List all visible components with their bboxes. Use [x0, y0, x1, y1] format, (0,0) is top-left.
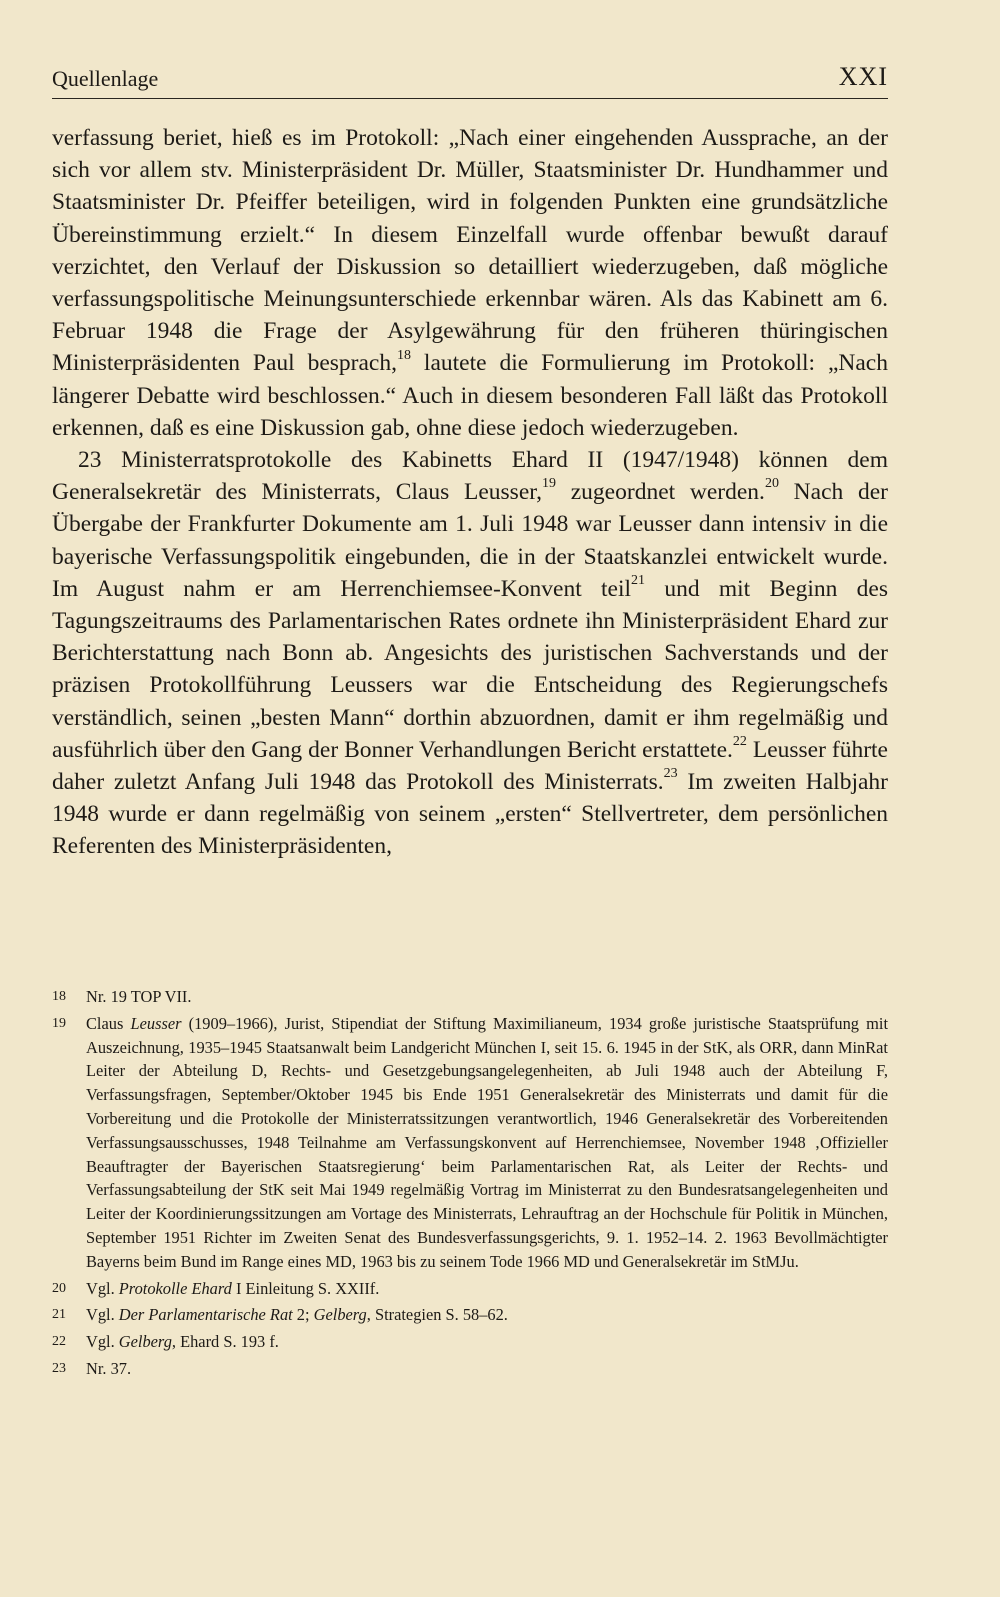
footnote-ref-20[interactable]: 20 — [764, 476, 779, 492]
footnote-23: 23 Nr. 37. — [52, 1358, 132, 1378]
footnote-22: 22 Vgl. Gelberg, Ehard S. 193 f. — [52, 1332, 279, 1352]
footnotes — [52, 985, 888, 1381]
footnote-18: 18 Nr. 19 TOP VII. — [52, 987, 192, 1006]
page-number: XXI — [838, 62, 888, 91]
footnote-ref-23[interactable]: 23 — [663, 766, 678, 782]
paragraph-2: 23 Ministerratsprotokolle des Kabinetts Ehard II (1947/1948) können dem Generalsekretär des Ministerrats, Claus Leusser,$^{19}$ zugeordnet werden.$^{20}$ Nach der Übergabe der Frankfurter Dokumente am 1. Juli 1948 war Leusser dann intensiv in die bayerische Verfassungspolitik eingebunden, die in der Staatskanzlei entwickelt wurde. Im August nahm er am Herrenchiemsee-Konvent teil$^{21}$ und mit Beginn des Tagungszeitraums des Parlamentarischen Rates ordnete ihn Ministerpräsident Ehard zur Berichterstattung nach Bonn ab. Angesichts des juristischen Sachverstands und der präzisen Protokollführung Leussers war die Entscheidung des Regierungschefs verständlich, seinen „besten Mann“ dorthin abzuordnen, damit er ihm regelmäßig und ausführlich über den Gang der Bonner Verhandlungen Bericht erstattete.$^{22}$ Leusser führte daher zuletzt Anfang Juli 1948 das Protokoll des Ministerrats.$^{23}$ Im zweiten Halbjahr 1948 wurde er dann regelmäßig von seinem „ersten“ Stellvertreter, dem persönlichen Referenten des Ministerpräsidenten, — [52, 447, 889, 860]
footnote-ref-21[interactable]: 21 — [631, 573, 646, 589]
footnote-19: 19 Claus Leusser (1909–1966), Jurist, Stipendiat der Stiftung Maximilianeum, 1934 große juristische Staatsprüfung mit Auszeichnung, 1935–1945 Staatsanwalt beim Landgericht München I, seit 15. 6. 1945 in der StK, als ORR, dann MinRat Leiter der Abteilung D, Rechts- und Gesetzgebungsangelegenheiten, ab Juli 1948 auch der Abteilung F, Verfassungsfragen, September/Oktober 1945 bis Ende 1951 Generalsekretär des Ministerrats und damit für die Vorbereitung und die Protokolle der Ministerratssitzungen verantwortlich, 1946 Generalsekretär des Vorbereitenden Verfassungsausschusses, 1948 Teilnahme am Verfassungskonvent auf Herrenchiemsee, November 1948 ‚Offizieller Beauftragter der Bayerischen Staatsregierung‘ beim Parlamentarischen Rat, als Leiter der Rechts- und Verfassungsabteilung der StK seit Mai 1949 regelmäßig Vortrag im Ministerrat zu den Bundesratsangelegenheiten und Leiter der Koordinierungssitzungen am Vortage des Ministerrats, Lehrauftrag an der Hochschule für Politik in München, September 1951 Richter im Zweiten Senat des Bundesverfassungsgerichts, 9. 1. 1952–14. 2. 1963 Bevollmächtigter Bayerns beim Bund im Range eines MD, 1963 bis zu seinem Tode 1966 MD und Generalsekretär im StMJu. — [52, 1013, 888, 1271]
footnote-ref-19[interactable]: 19 — [542, 476, 557, 492]
footnote-ref-22[interactable]: 22 — [732, 734, 747, 750]
footnote-21: 21 Vgl. Der Parlamentarische Rat 2; Gelberg, Strategien S. 58–62. — [52, 1305, 508, 1325]
section-title: Quellenlage — [52, 66, 159, 91]
footnote-20: 20 Vgl. Protokolle Ehard I Einleitung S. XXIIf. — [52, 1278, 380, 1298]
paragraph-1: verfassung beriet, hieß es im Protokoll: „Nach einer eingehenden Aussprache, an der sich vor allem stv. Ministerpräsident Dr. Müller, Staatsminister Dr. Hundhammer und Staatsminister Dr. Pfeiffer beteiligen, wird in folgenden Punkten eine grundsätzliche Übereinstimmung erzielt.“ In diesem Einzelfall wurde offenbar bewußt darauf verzichtet, den Verlauf der Diskussion so detailliert wiederzugeben, daß mögliche verfassungspolitische Meinungsunterschiede erkennbar wären. Als das Kabinett am 6. Februar 1948 die Frage der Asylgewährung für den früheren thüringischen Ministerpräsidenten Paul besprach,$^{18}$ lautete die Formulierung im Protokoll: „Nach längerer Debatte wird beschlossen.“ Auch in diesem besonderen Fall läßt das Protokoll erkennen, daß es eine Diskussion gab, ohne diese jedoch wiederzugeben. — [52, 125, 888, 441]
running-header — [52, 58, 888, 99]
footnote-ref-18[interactable]: 18 — [396, 347, 411, 363]
body-text — [52, 122, 888, 863]
